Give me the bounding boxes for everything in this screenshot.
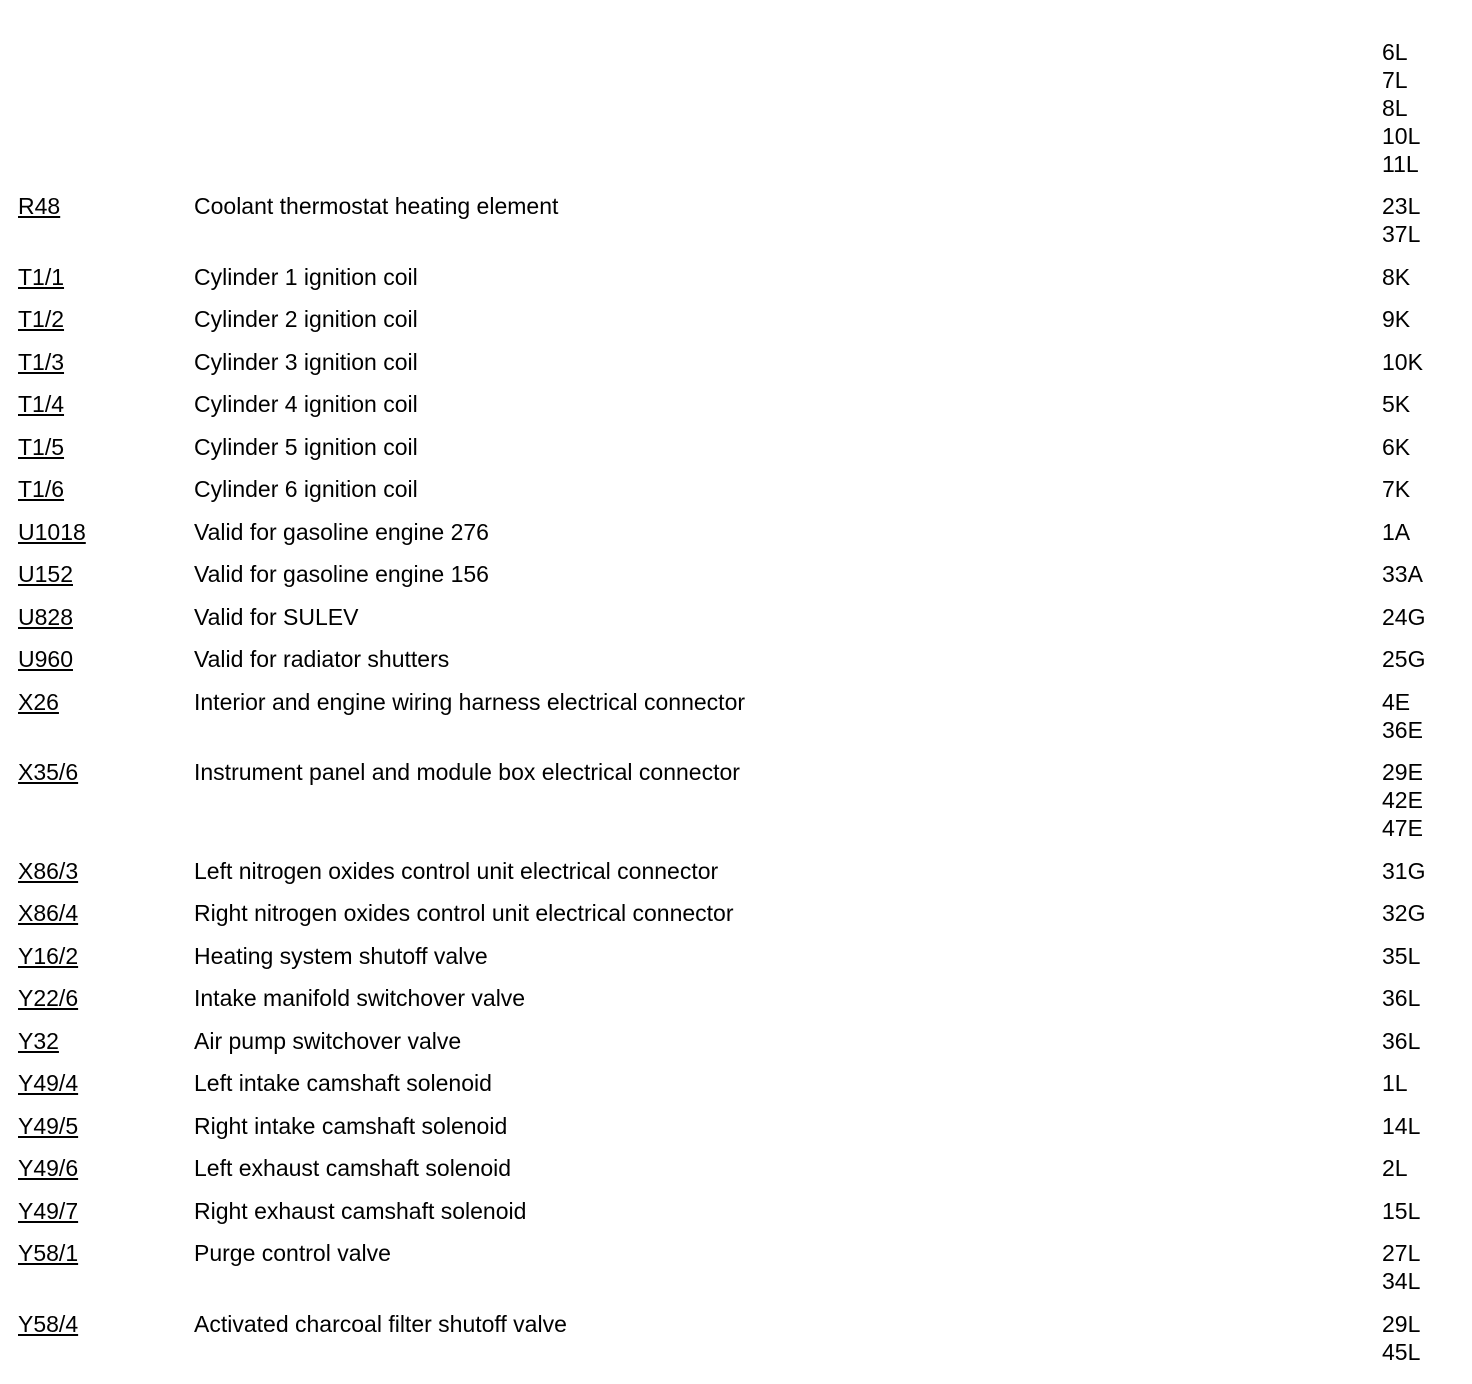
- table-row: [0, 192, 1472, 248]
- grid-references: [1382, 1027, 1472, 1055]
- grid-references: [1382, 348, 1472, 376]
- grid-reference: 9K: [1382, 306, 1411, 332]
- component-description: Interior and engine wiring harness electrical connector: [194, 688, 746, 715]
- table-row: [0, 857, 1472, 885]
- grid-references: [1382, 688, 1472, 744]
- grid-references: [1382, 560, 1472, 588]
- grid-references: [1382, 1197, 1472, 1225]
- table-row: [0, 1069, 1472, 1097]
- table-row: [0, 758, 1472, 842]
- table-row: [0, 475, 1472, 503]
- grid-reference: 36L: [1382, 985, 1421, 1011]
- grid-reference: 8L: [1382, 95, 1408, 121]
- component-code-link[interactable]: X86/4: [18, 900, 79, 926]
- grid-references: [1382, 899, 1472, 927]
- grid-reference: 47E: [1382, 815, 1423, 841]
- component-code-link[interactable]: T1/5: [18, 433, 65, 460]
- component-description: Cylinder 4 ignition coil: [194, 391, 418, 417]
- table-row: [0, 1027, 1472, 1055]
- component-description: Cylinder 5 ignition coil: [194, 433, 418, 460]
- table-row: [0, 518, 1472, 546]
- table-row: [0, 390, 1472, 418]
- continued-grid-references: [1382, 38, 1420, 178]
- grid-reference: 2L: [1382, 1155, 1408, 1181]
- component-code-link[interactable]: T1/3: [18, 348, 65, 375]
- component-description: Valid for gasoline engine 276: [194, 518, 489, 545]
- component-code-link[interactable]: R48: [18, 193, 61, 219]
- grid-reference: 36L: [1382, 1027, 1421, 1054]
- component-description: Left nitrogen oxides control unit electrical connector: [194, 857, 719, 884]
- grid-reference: 45L: [1382, 1338, 1421, 1365]
- grid-reference: 5K: [1382, 391, 1411, 417]
- grid-references: [1382, 433, 1472, 461]
- component-description: Cylinder 2 ignition coil: [194, 306, 418, 332]
- grid-reference: 10L: [1382, 123, 1421, 149]
- component-description: Intake manifold switchover valve: [194, 985, 526, 1011]
- component-description: Cylinder 1 ignition coil: [194, 263, 418, 290]
- grid-reference: 14L: [1382, 1112, 1421, 1139]
- component-table: [0, 192, 1472, 1380]
- grid-references: [1382, 305, 1472, 333]
- table-row: [0, 984, 1472, 1012]
- grid-references: [1382, 475, 1472, 503]
- component-description: Cylinder 6 ignition coil: [194, 476, 418, 502]
- component-description: Right intake camshaft solenoid: [194, 1112, 508, 1139]
- component-code-link[interactable]: U152: [18, 561, 73, 587]
- component-code-link[interactable]: Y22/6: [18, 985, 79, 1011]
- component-code-link[interactable]: U828: [18, 603, 73, 630]
- grid-references: [1382, 857, 1472, 885]
- table-row: [0, 942, 1472, 970]
- grid-reference: 23L: [1382, 193, 1421, 219]
- table-row: [0, 688, 1472, 744]
- component-description: Valid for gasoline engine 156: [194, 561, 489, 587]
- grid-reference: 24G: [1382, 603, 1426, 630]
- component-code-link[interactable]: Y49/7: [18, 1197, 79, 1224]
- grid-reference: 42E: [1382, 787, 1423, 813]
- component-description: Instrument panel and module box electrical connector: [194, 759, 740, 785]
- component-description: Right exhaust camshaft solenoid: [194, 1197, 527, 1224]
- table-row: [0, 348, 1472, 376]
- grid-reference: 15L: [1382, 1197, 1421, 1224]
- component-description: Cylinder 3 ignition coil: [194, 348, 418, 375]
- grid-references: [1382, 263, 1472, 291]
- table-row: [0, 645, 1472, 673]
- grid-references: [1382, 603, 1472, 631]
- grid-reference: 29E: [1382, 759, 1423, 785]
- component-description: Valid for radiator shutters: [194, 646, 450, 672]
- grid-reference: 27L: [1382, 1240, 1421, 1266]
- grid-reference: 36E: [1382, 716, 1423, 743]
- component-code-link[interactable]: X35/6: [18, 759, 79, 785]
- component-code-link[interactable]: Y16/2: [18, 942, 79, 969]
- table-row: [0, 305, 1472, 333]
- table-row: [0, 1310, 1472, 1366]
- grid-references: [1382, 518, 1472, 546]
- table-row: [0, 899, 1472, 927]
- component-code-link[interactable]: T1/2: [18, 306, 65, 332]
- grid-references: [1382, 1154, 1472, 1182]
- component-description: Air pump switchover valve: [194, 1027, 462, 1054]
- grid-reference: 31G: [1382, 857, 1426, 884]
- component-description: Left exhaust camshaft solenoid: [194, 1155, 512, 1181]
- component-description: Left intake camshaft solenoid: [194, 1070, 492, 1096]
- table-row: [0, 433, 1472, 461]
- table-row: [0, 560, 1472, 588]
- grid-reference: 11L: [1382, 151, 1419, 177]
- table-row: [0, 263, 1472, 291]
- table-row: [0, 1112, 1472, 1140]
- component-code-link[interactable]: Y49/5: [18, 1112, 79, 1139]
- grid-references: [1382, 1310, 1472, 1366]
- component-description: Coolant thermostat heating element: [194, 193, 559, 219]
- component-code-link[interactable]: T1/1: [18, 263, 65, 290]
- grid-reference: 25G: [1382, 646, 1426, 672]
- grid-references: [1382, 1112, 1472, 1140]
- component-code-link[interactable]: T1/6: [18, 476, 65, 502]
- component-code-link[interactable]: Y32: [18, 1027, 59, 1054]
- grid-reference: 1A: [1382, 518, 1411, 545]
- component-code-link[interactable]: Y49/4: [18, 1070, 79, 1096]
- table-row: [0, 1154, 1472, 1182]
- component-code-link[interactable]: U960: [18, 646, 73, 672]
- component-code-link[interactable]: U1018: [18, 518, 86, 545]
- grid-references: [1382, 942, 1472, 970]
- component-code-link[interactable]: X26: [18, 688, 59, 715]
- grid-references: [1382, 1069, 1472, 1097]
- grid-reference: 10K: [1382, 348, 1423, 375]
- grid-reference: 33A: [1382, 561, 1423, 587]
- grid-reference: 7L: [1382, 67, 1408, 93]
- grid-references: [1382, 645, 1472, 673]
- component-code-link[interactable]: Y49/6: [18, 1155, 79, 1181]
- grid-reference: 29L: [1382, 1310, 1421, 1337]
- component-description: Purge control valve: [194, 1240, 391, 1266]
- component-code-link[interactable]: X86/3: [18, 857, 79, 884]
- component-description: Activated charcoal filter shutoff valve: [194, 1310, 567, 1337]
- component-code-link[interactable]: T1/4: [18, 391, 65, 417]
- component-code-link[interactable]: Y58/4: [18, 1310, 79, 1337]
- grid-references: [1382, 390, 1472, 418]
- grid-references: [1382, 1239, 1472, 1295]
- grid-reference: 8K: [1382, 263, 1411, 290]
- table-row: [0, 603, 1472, 631]
- grid-reference: 4E: [1382, 688, 1411, 715]
- grid-references: [1382, 758, 1472, 842]
- grid-reference: 37L: [1382, 221, 1421, 247]
- grid-reference: 6L: [1382, 39, 1408, 65]
- component-description: Valid for SULEV: [194, 603, 359, 630]
- table-row: [0, 1239, 1472, 1295]
- grid-reference: 7K: [1382, 476, 1411, 502]
- grid-reference: 35L: [1382, 942, 1421, 969]
- table-row: [0, 1197, 1472, 1225]
- grid-references: [1382, 984, 1472, 1012]
- grid-reference: 1L: [1382, 1070, 1408, 1096]
- grid-reference: 6K: [1382, 433, 1411, 460]
- grid-reference: 34L: [1382, 1268, 1421, 1294]
- component-code-link[interactable]: Y58/1: [18, 1240, 79, 1266]
- grid-references: [1382, 192, 1472, 248]
- component-description: Heating system shutoff valve: [194, 942, 488, 969]
- grid-reference: 32G: [1382, 900, 1426, 926]
- component-description: Right nitrogen oxides control unit electrical connector: [194, 900, 734, 926]
